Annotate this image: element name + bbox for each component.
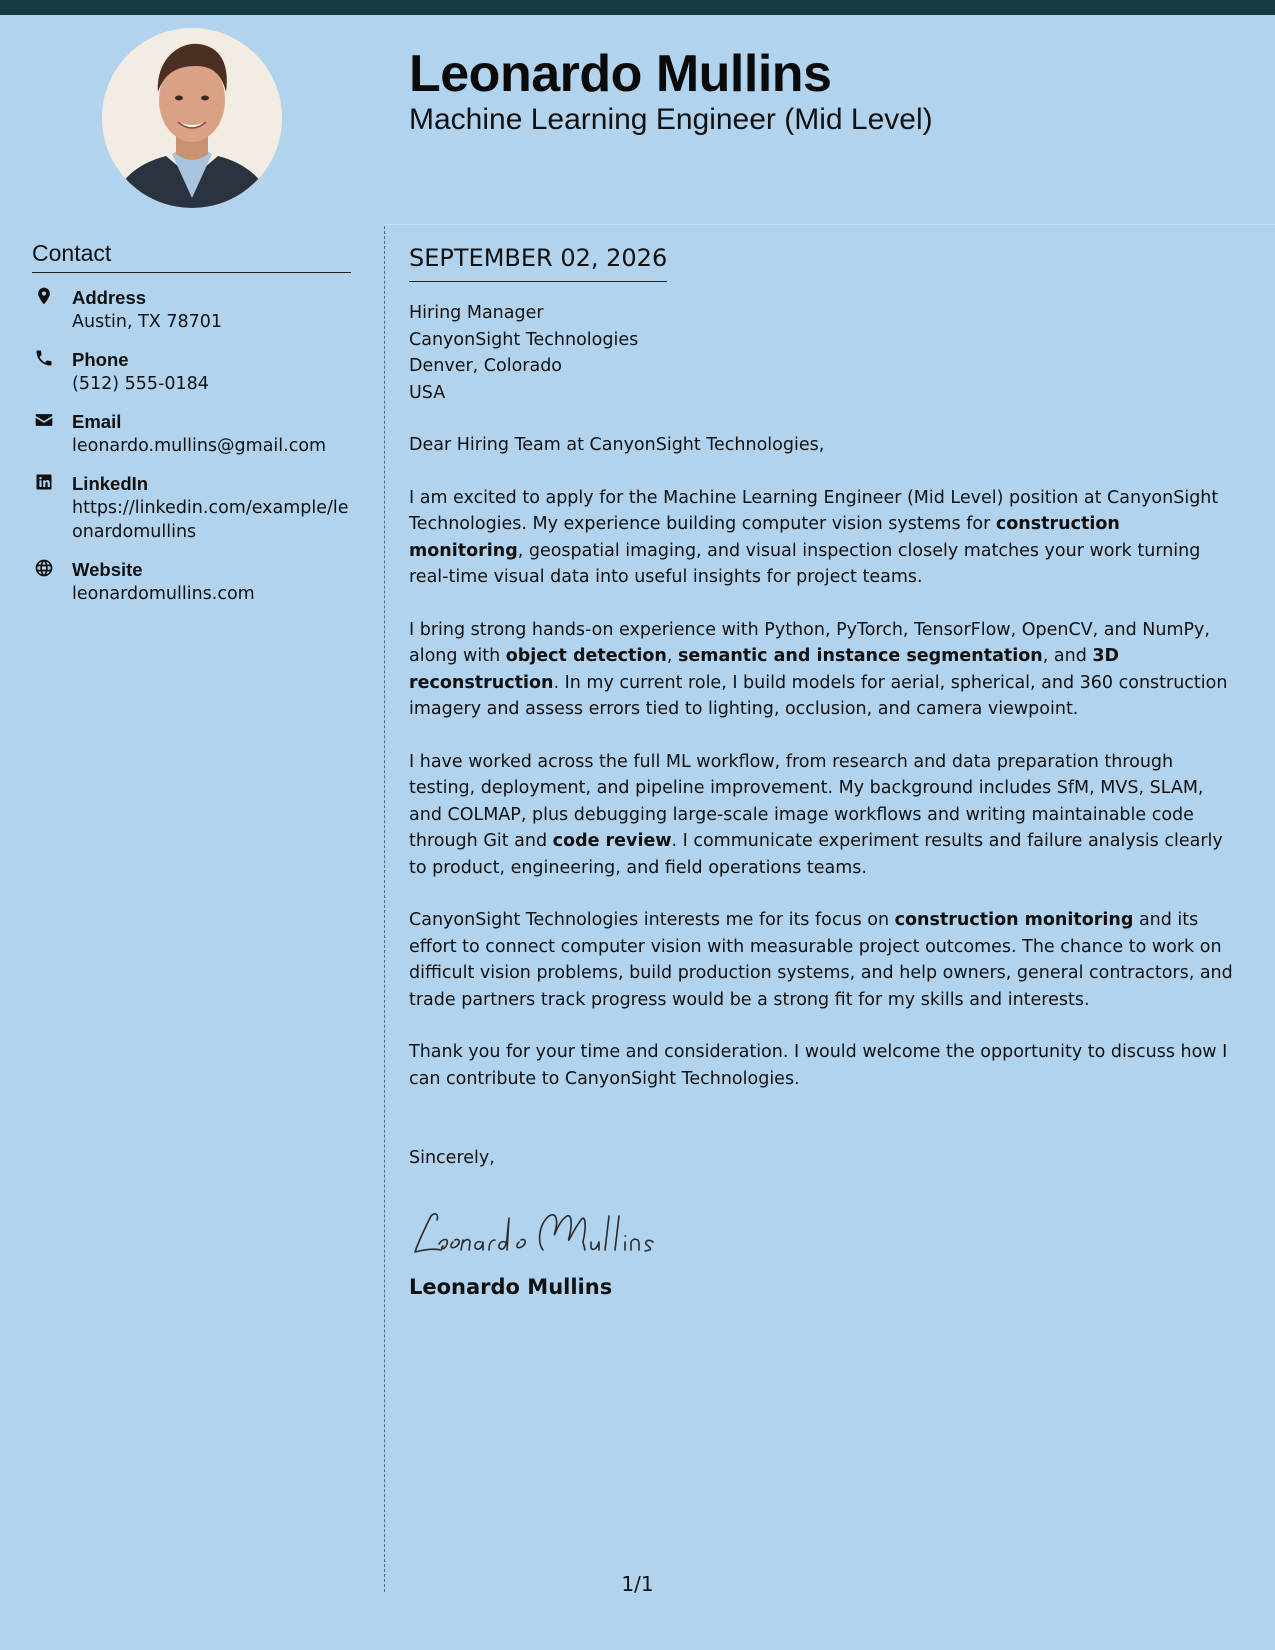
paragraph-text: . I communicate experiment results and failure analysis clearly to product, engineering, and field operations teams.	[409, 831, 1223, 878]
emphasis-text: code review	[552, 831, 672, 851]
top-accent-bar	[0, 0, 1275, 15]
paragraph-text: , geospatial imaging, and visual inspection closely matches your work turning real-time visual data into useful insights for project teams.	[409, 540, 1201, 587]
header-divider	[384, 224, 1275, 225]
contact-sidebar	[32, 236, 351, 619]
globe-icon	[34, 557, 56, 580]
contact-text	[72, 409, 351, 458]
letter-paragraph	[409, 907, 1239, 1013]
emphasis-text: 3D reconstruction	[409, 646, 1120, 693]
email-value: leonardo.mullins@gmail.com	[72, 436, 327, 456]
paragraph-text: I am excited to apply for the Machine Learning Engineer (Mid Level) position at CanyonSight Technologies. My experience building computer vision systems for	[409, 487, 1219, 534]
contact-label: Website	[72, 559, 143, 580]
recipient-line: USA	[409, 382, 446, 403]
contact-text	[72, 471, 351, 544]
recipient-line: CanyonSight Technologies	[409, 329, 639, 350]
letter-paragraph	[409, 617, 1239, 723]
contact-item-linkedin	[32, 471, 351, 544]
signer-name: Leonardo Mullins	[409, 1274, 613, 1299]
letter-date: SEPTEMBER 02, 2026	[409, 240, 667, 282]
recipient-line: Hiring Manager	[409, 303, 544, 323]
phone-value: (512) 555-0184	[72, 374, 209, 394]
paragraph-text: . In my current role, I build models for aerial, spherical, and 360 construction imagery and assess errors tied to lighting, occlusion, and camera viewpoint.	[409, 672, 1228, 719]
contact-item-email	[32, 409, 351, 458]
linkedin-value: https://linkedin.com/example/leonardomullins	[72, 498, 349, 542]
paragraph-text: and its effort to connect computer vision with measurable project outcomes. The chance to work on difficult vision problems, build production systems, and help owners, general contractors, and trade partners track progress would be a strong fit for my skills and interests.	[409, 910, 1233, 1010]
contact-text	[72, 347, 351, 396]
envelope-icon	[34, 409, 56, 432]
paragraph-text: I have worked across the full ML workflow, from research and data preparation through testing, deployment, and pipeline improvement. My background includes SfM, MVS, SLAM, and COLMAP, plus debugging large-scale image workflows and writing maintainable code through Git and	[409, 751, 1204, 851]
letter-body	[409, 240, 1239, 1302]
contact-list	[32, 285, 351, 606]
linkedin-icon	[34, 471, 56, 494]
contact-text	[72, 285, 351, 334]
letter-paragraph	[409, 485, 1239, 591]
letter-paragraph	[409, 749, 1239, 882]
recipient-block	[409, 300, 1239, 406]
emphasis-text: construction monitoring	[409, 514, 1120, 561]
paragraph-text: Thank you for your time and consideration. I would welcome the opportunity to discuss how I can contribute to CanyonSight Technologies.	[409, 1042, 1228, 1089]
job-title: Machine Learning Engineer (Mid Level)	[409, 103, 933, 136]
profile-photo	[102, 28, 282, 208]
emphasis-text: construction monitoring	[894, 910, 1134, 930]
contact-label: Email	[72, 411, 122, 432]
candidate-name: Leonardo Mullins	[409, 45, 832, 103]
contact-label: Phone	[72, 349, 129, 370]
contact-item-website	[32, 557, 351, 606]
map-pin-icon	[34, 285, 56, 308]
emphasis-text: semantic and instance segmentation	[678, 646, 1043, 666]
contact-label: Address	[72, 287, 147, 308]
emphasis-text: object detection	[505, 646, 667, 666]
paragraph-text: I bring strong hands-on experience with Python, PyTorch, TensorFlow, OpenCV, and NumPy, along with	[409, 619, 1210, 666]
contact-item-phone	[32, 347, 351, 396]
paragraph-text: CanyonSight Technologies interests me for its focus on	[409, 910, 895, 930]
recipient-line: Denver, Colorado	[409, 356, 563, 376]
website-value: leonardomullins.com	[72, 584, 255, 604]
paragraph-text: , and	[1042, 646, 1093, 666]
closing: Sincerely,	[409, 1148, 495, 1168]
contact-item-address	[32, 285, 351, 334]
contact-label: LinkedIn	[72, 473, 149, 494]
handwritten-signature	[409, 1202, 1239, 1262]
address-value: Austin, TX 78701	[72, 312, 223, 332]
phone-icon	[34, 347, 56, 370]
page-number: 1/1	[621, 1572, 654, 1596]
letter-paragraph	[409, 1039, 1239, 1092]
contact-text	[72, 557, 351, 606]
salutation: Dear Hiring Team at CanyonSight Technologies,	[409, 435, 825, 455]
contact-heading: Contact	[32, 236, 351, 273]
paragraph-text: ,	[666, 646, 678, 666]
column-divider	[384, 226, 385, 1592]
